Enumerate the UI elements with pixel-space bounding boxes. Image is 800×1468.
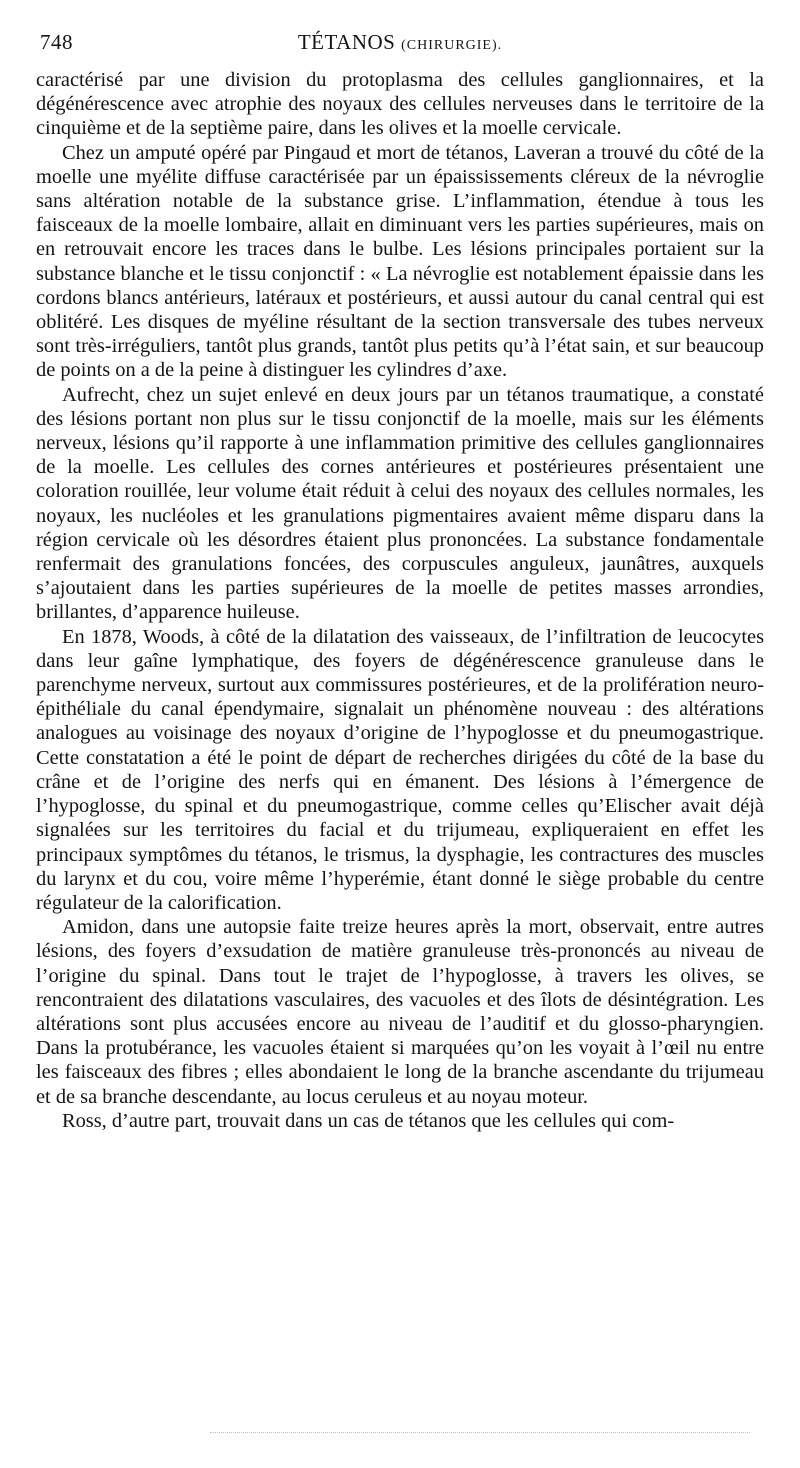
body-text	[36, 68, 764, 1133]
paragraph-amidon: Amidon, dans une autopsie faite treize heures après la mort, observait, entre autres lésions, des foyers d’exsudation de matière granuleuse très-prononcés au niveau de l’origine du spinal. Dans tout le trajet de l’hypoglosse, à travers les olives, se rencontraient des dilatations vasculaires, des vacuoles et des îlots de désintégration. Les altérations sont plus accusées encore au niveau de l’auditif et du glosso-pharyngien. Dans la protubérance, les vacuoles étaient si marquées qu’on les voyait à l’œil nu entre les faisceaux des fibres ; elles abondaient le long de la branche ascendante du trijumeau et de sa branche descendante, au locus ceruleus et au noyau moteur.	[36, 916, 764, 1108]
running-title-sub: (CHIRURGIE).	[401, 38, 503, 53]
paragraph-aufrecht: Aufrecht, chez un sujet enlevé en deux jours par un tétanos traumatique, a constaté des lésions portant non plus sur le tissu conjonctif de la moelle, mais sur les éléments nerveux, lésions qu’il rapporte à une inflammation primitive des cellules ganglionnaires de la moelle. Les cellules des cornes antérieures et postérieures présentaient une coloration rouillée, leur volume était réduit à celui des noyaux des cellules normales, les noyaux, les nucléoles et les granulations pigmentaires avaient même disparu dans la région cervicale où les désordres étaient plus prononcées. La substance fondamentale renfermait des granulations foncées, des corpuscules anguleux, jaunâtres, auxquels s’ajoutaient dans les parties supérieures de la moelle de petites masses arrondies, brillantes, d’apparence huileuse.	[36, 383, 764, 624]
footer-dotted-rule	[210, 1432, 750, 1433]
running-header	[36, 28, 764, 62]
paragraph-laveran: Chez un amputé opéré par Pingaud et mort de tétanos, Laveran a trouvé du côté de la moelle une myélite diffuse caractérisée par un épaississements cléreux de la névroglie sans altération notable de la substance grise. L’inflammation, étendue à tous les faisceaux de la moelle lombaire, allait en diminuant vers les parties supérieures, mais on en retrouvait encore les traces dans le bulbe. Les lésions principales portaient sur la substance blanche et le tissu conjonctif : « La névroglie est notablement épaissie dans les cordons blancs antérieurs, latéraux et postérieurs, et aussi autour du canal central qui est oblitéré. Les disques de myéline résultant de la section transversale des tubes nerveux sont très-irréguliers, tantôt plus grands, tantôt plus petits qu’à l’état sain, et sur beaucoup de points on a de la peine à distinguer les cylindres d’axe.	[36, 141, 764, 382]
page-number: 748	[40, 30, 73, 54]
running-title-main: TÉTANOS	[297, 30, 396, 54]
paragraph-ross: Ross, d’autre part, trouvait dans un cas de tétanos que les cellules qui com-	[62, 1109, 675, 1132]
running-title	[36, 30, 764, 55]
document-page	[36, 28, 764, 1133]
paragraph-woods: En 1878, Woods, à côté de la dilatation des vaisseaux, de l’infiltration de leucocytes dans leur gaîne lymphatique, des foyers de dégénérescence granuleuse dans le parenchyme nerveux, surtout aux commissures postérieures, et de la prolifération neuro-épithéliale du canal épendymaire, signalait un phénomène nouveau : des altérations analogues au voisinage des noyaux d’origine de l’hypoglosse et du pneumogastrique. Cette constatation a été le point de départ de recherches dirigées du côté de la base du crâne et de l’origine des nerfs qui en émanent. Des lésions à l’émergence de l’hypoglosse, du spinal et du pneumogastrique, comme celles qu’Elischer avait déjà signalées sur les territoires du facial et du trijumeau, expliqueraient en effet les principaux symptômes du tétanos, le trismus, la dysphagie, les contractures des muscles du larynx et du cou, voire même l’hyperémie, étant donné le siège probable du centre régulateur de la calorification.	[36, 625, 764, 914]
paragraph-continued: caractérisé par une division du protoplasma des cellules ganglionnaires, et la dégénérescence avec atrophie des noyaux des cellules nerveuses dans le territoire de la cinquième et de la septième paire, dans les olives et la moelle cervicale.	[36, 69, 764, 140]
